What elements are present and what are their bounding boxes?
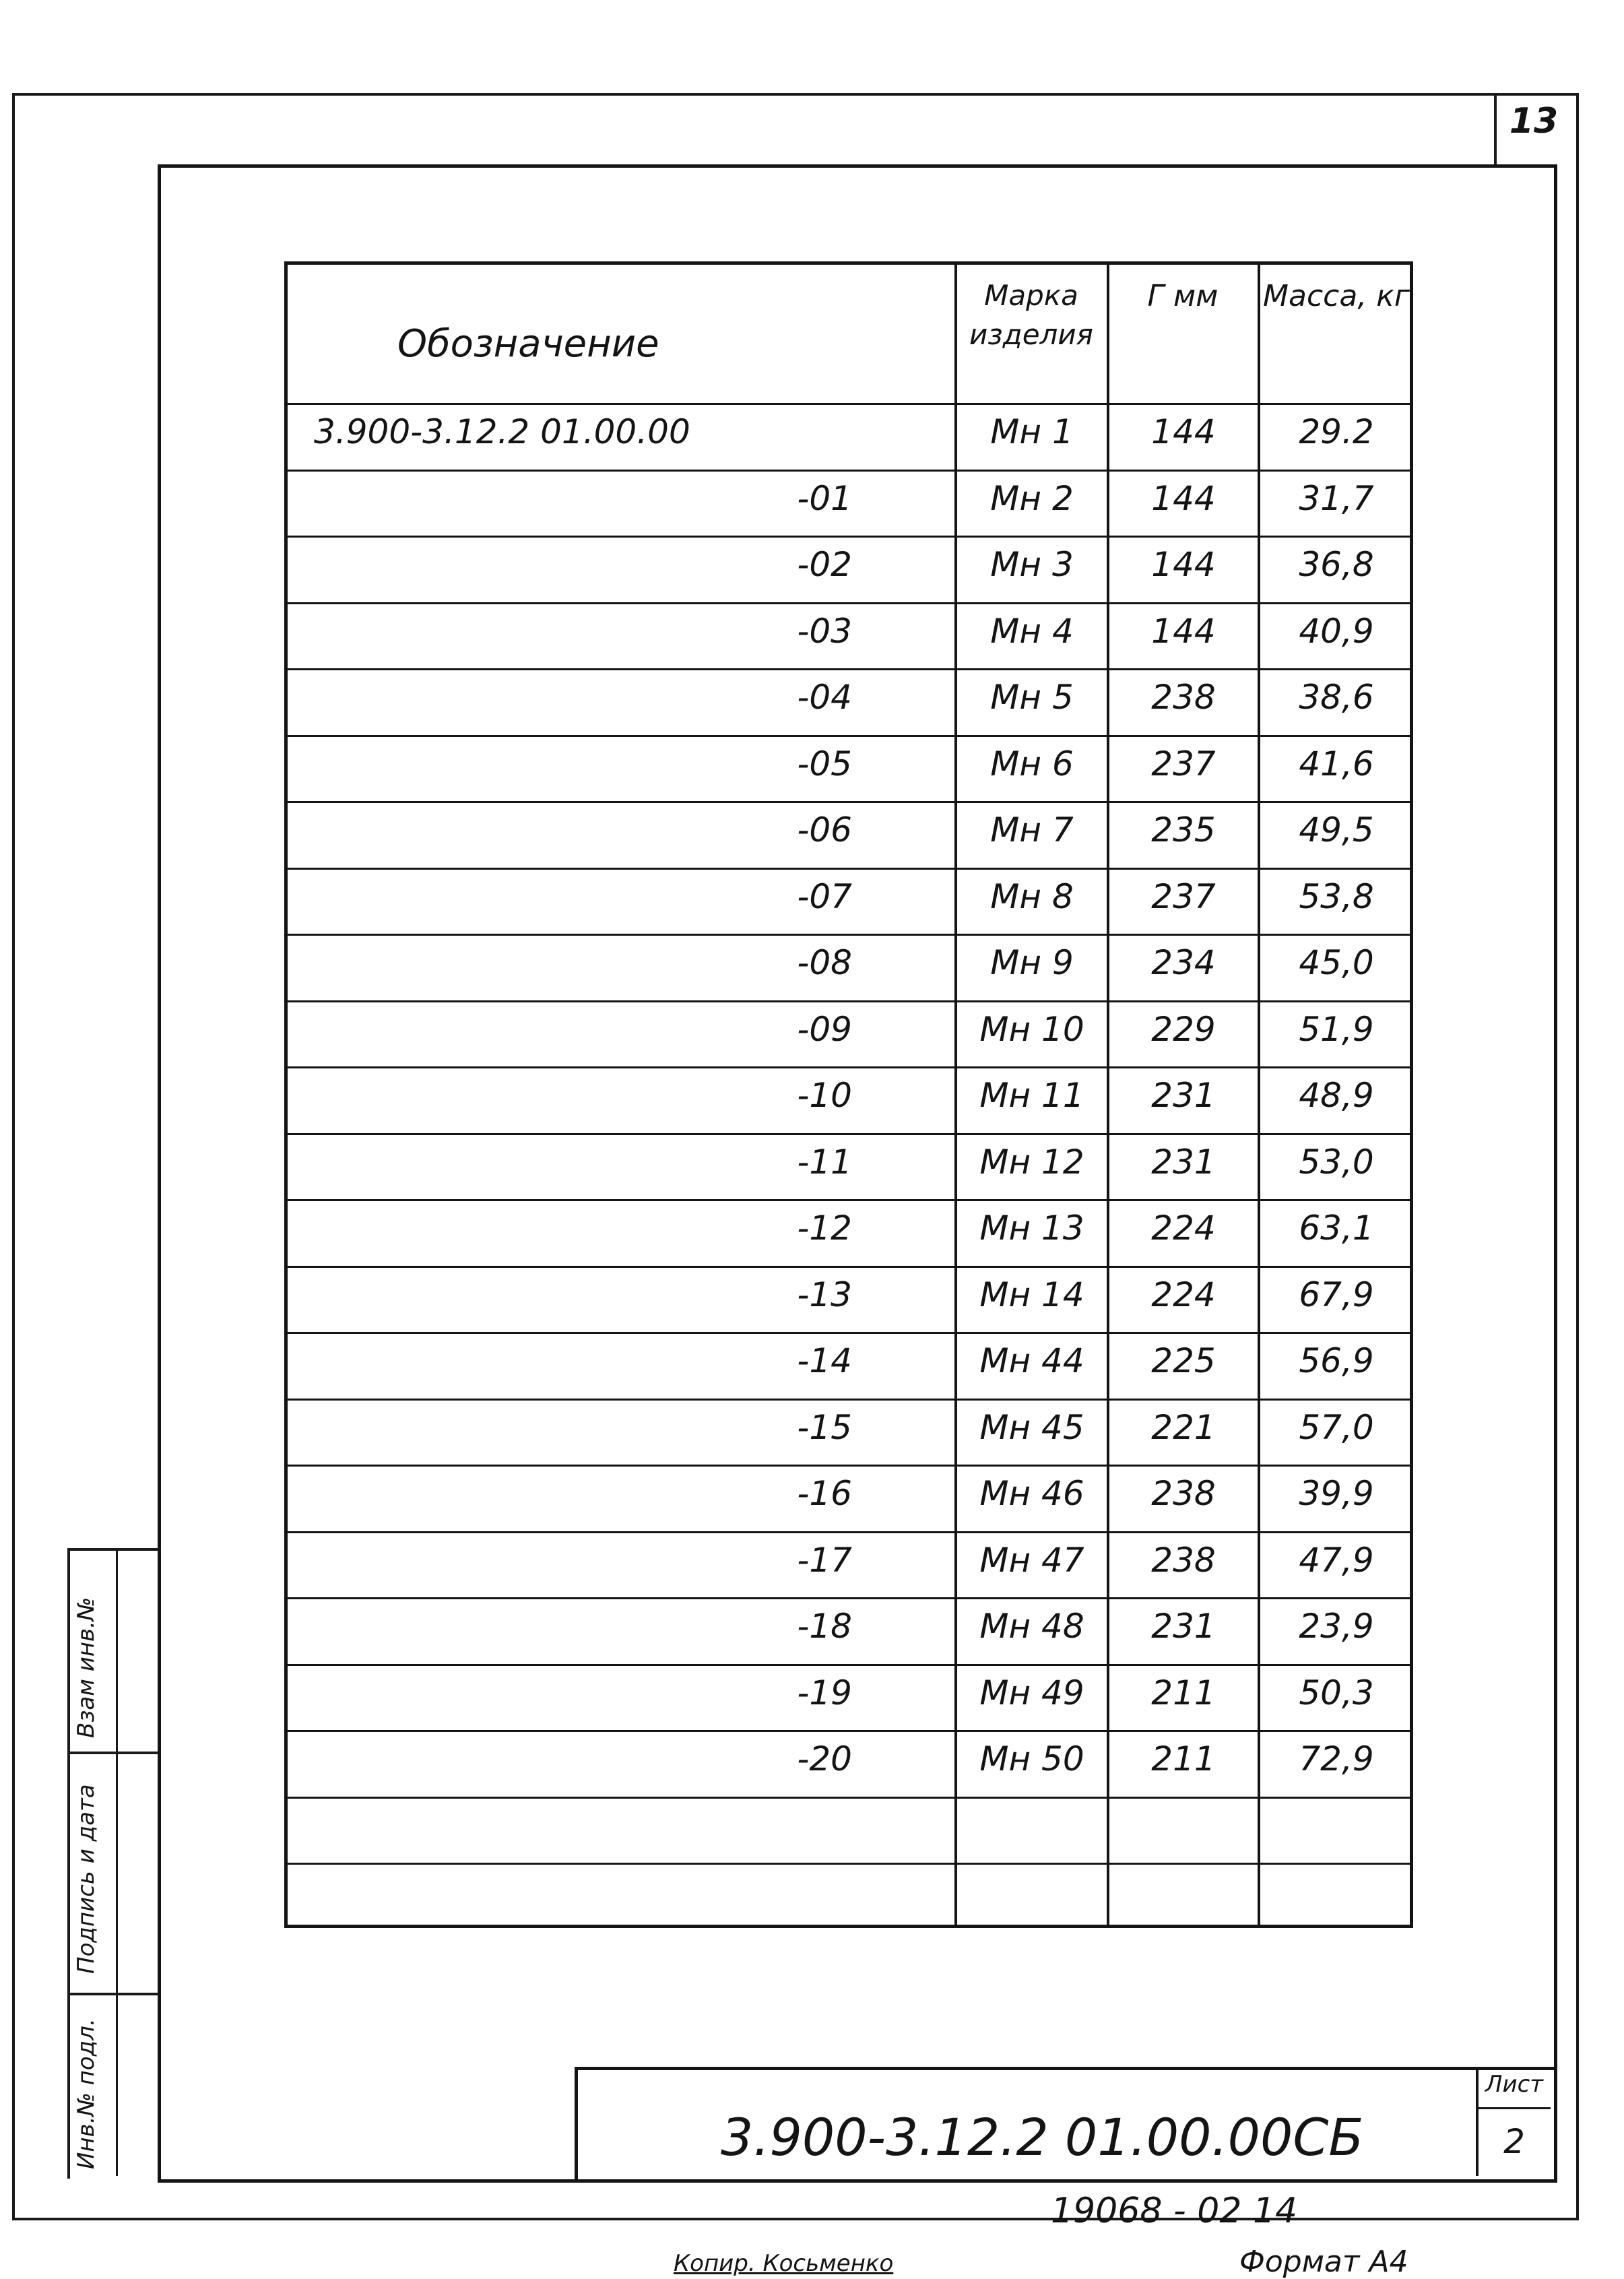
header-g-text: Г мм <box>1147 279 1219 313</box>
cell-mass: 51,9 <box>1299 1009 1374 1049</box>
row-divider <box>284 602 1413 604</box>
row-divider <box>284 735 1413 737</box>
cell-mark: Мн 11 <box>979 1076 1084 1115</box>
cell-g: 231 <box>1151 1607 1216 1646</box>
cell-g: 238 <box>1151 678 1216 717</box>
cell-g: 144 <box>1151 412 1216 451</box>
row-divider <box>284 1133 1413 1135</box>
cell-mass: 38,6 <box>1299 678 1374 717</box>
signature-date-label: Подпись и дата <box>73 1784 100 1974</box>
cell-mass: 53,0 <box>1299 1142 1374 1182</box>
header-mark <box>959 276 1103 354</box>
cell-mass: 50,3 <box>1299 1673 1374 1712</box>
header-mark-text: Марка изделия <box>969 279 1093 351</box>
row-divider <box>284 1000 1413 1002</box>
row-divider <box>284 1863 1413 1865</box>
cell-mass: 47,9 <box>1299 1540 1374 1580</box>
header-mass-text: Масса, кг <box>1263 279 1410 313</box>
row-divider <box>284 1797 1413 1799</box>
cell-designation: -09 <box>797 1009 852 1049</box>
row-divider <box>284 934 1413 936</box>
header-mass <box>1262 276 1410 317</box>
row-divider <box>284 1664 1413 1666</box>
cell-designation: -01 <box>797 478 852 518</box>
cell-mass: 67,9 <box>1299 1275 1374 1314</box>
order-number: 19068 - 02 14 <box>1051 2191 1298 2231</box>
row-divider <box>284 1465 1413 1467</box>
side-strip-column-divider <box>116 1548 118 2176</box>
cell-mark: Мн 6 <box>990 744 1074 783</box>
cell-g: 144 <box>1151 478 1216 518</box>
cell-g: 237 <box>1151 876 1216 916</box>
side-strip-divider <box>67 1993 158 1995</box>
cell-g: 238 <box>1151 1540 1216 1580</box>
column-divider <box>1258 261 1260 1928</box>
cell-mark: Мн 12 <box>979 1142 1084 1182</box>
cell-mass: 36,8 <box>1299 545 1374 584</box>
header-g <box>1111 276 1254 317</box>
cell-designation: -08 <box>797 943 852 982</box>
cell-g: 144 <box>1151 611 1216 651</box>
title-block-sheet-divider <box>1476 2107 1551 2109</box>
cell-designation: -10 <box>797 1076 852 1115</box>
cell-designation: -14 <box>797 1341 852 1380</box>
cell-mark: Мн 44 <box>979 1341 1084 1380</box>
cell-mark: Мн 10 <box>979 1009 1084 1049</box>
cell-g: 225 <box>1151 1341 1216 1380</box>
sheet-value: 2 <box>1503 2122 1525 2161</box>
cell-mark: Мн 3 <box>990 545 1074 584</box>
cell-mass: 29.2 <box>1299 412 1374 451</box>
cell-designation: -16 <box>797 1474 852 1513</box>
cell-designation: -19 <box>797 1673 852 1712</box>
document-code: 3.900-3.12.2 01.00.00СБ <box>721 2107 1364 2167</box>
cell-mark: Мн 8 <box>990 876 1074 916</box>
header-divider <box>284 403 1413 405</box>
cell-mass: 48,9 <box>1299 1076 1374 1115</box>
row-divider <box>284 668 1413 670</box>
cell-g: 144 <box>1151 545 1216 584</box>
row-divider <box>284 470 1413 472</box>
cell-g: 235 <box>1151 810 1216 849</box>
cell-mass: 40,9 <box>1299 611 1374 651</box>
row-divider <box>284 1066 1413 1068</box>
row-divider <box>284 868 1413 870</box>
cell-g: 211 <box>1151 1739 1216 1778</box>
cell-g: 237 <box>1151 744 1216 783</box>
cell-mass: 53,8 <box>1299 876 1374 916</box>
cell-g: 234 <box>1151 943 1216 982</box>
cell-mark: Мн 47 <box>979 1540 1084 1580</box>
row-divider <box>284 1730 1413 1732</box>
row-divider <box>284 1597 1413 1599</box>
cell-mark: Мн 50 <box>979 1739 1084 1778</box>
cell-mark: Мн 7 <box>990 810 1074 849</box>
cell-mass: 41,6 <box>1299 744 1374 783</box>
cell-designation: -06 <box>797 810 852 849</box>
cell-mass: 45,0 <box>1299 943 1374 982</box>
cell-mass: 72,9 <box>1299 1739 1374 1778</box>
cell-mark: Мн 1 <box>990 412 1074 451</box>
cell-mark: Мн 49 <box>979 1673 1084 1712</box>
cell-mass: 63,1 <box>1299 1209 1374 1248</box>
row-divider <box>284 1199 1413 1201</box>
sheet-number: 13 <box>1509 101 1559 141</box>
copied-by: Копир. Косьменко <box>674 2250 894 2277</box>
cell-mass: 39,9 <box>1299 1474 1374 1513</box>
cell-mass: 31,7 <box>1299 478 1374 518</box>
format-label: Формат А4 <box>1239 2245 1408 2279</box>
cell-mass: 57,0 <box>1299 1407 1374 1447</box>
cell-mass: 49,5 <box>1299 810 1374 849</box>
cell-mass: 23,9 <box>1299 1607 1374 1646</box>
row-divider <box>284 1266 1413 1268</box>
cell-designation: -07 <box>797 876 852 916</box>
side-strip-divider <box>67 1752 158 1754</box>
cell-designation: -05 <box>797 744 852 783</box>
header-designation: Обозначение <box>397 322 659 366</box>
cell-g: 224 <box>1151 1209 1216 1248</box>
cell-designation: -03 <box>797 611 852 651</box>
cell-g: 238 <box>1151 1474 1216 1513</box>
cell-designation: -02 <box>797 545 852 584</box>
cell-mark: Мн 46 <box>979 1474 1084 1513</box>
cell-designation: -13 <box>797 1275 852 1314</box>
cell-mark: Мн 5 <box>990 678 1074 717</box>
column-divider <box>1107 261 1109 1928</box>
cell-mass: 56,9 <box>1299 1341 1374 1380</box>
cell-designation: -15 <box>797 1407 852 1447</box>
cell-mark: Мн 2 <box>990 478 1074 518</box>
cell-designation: -18 <box>797 1607 852 1646</box>
cell-g: 229 <box>1151 1009 1216 1049</box>
column-divider <box>954 261 957 1928</box>
cell-designation: -20 <box>797 1739 852 1778</box>
sheet-label: Лист <box>1485 2071 1544 2098</box>
cell-mark: Мн 14 <box>979 1275 1084 1314</box>
cell-designation: 3.900-3.12.2 01.00.00 <box>314 412 690 451</box>
cell-g: 221 <box>1151 1407 1216 1447</box>
cell-designation: -04 <box>797 678 852 717</box>
cell-designation: -12 <box>797 1209 852 1248</box>
row-divider <box>284 1332 1413 1334</box>
cell-g: 231 <box>1151 1076 1216 1115</box>
inv-original-label: Инв.№ подл. <box>73 2018 100 2169</box>
replaced-inv-label: Взам инв.№ <box>73 1597 100 1738</box>
cell-designation: -11 <box>797 1142 852 1182</box>
cell-g: 231 <box>1151 1142 1216 1182</box>
cell-g: 224 <box>1151 1275 1216 1314</box>
row-divider <box>284 1531 1413 1533</box>
cell-g: 211 <box>1151 1673 1216 1712</box>
cell-mark: Мн 4 <box>990 611 1074 651</box>
row-divider <box>284 536 1413 538</box>
row-divider <box>284 801 1413 803</box>
cell-mark: Мн 9 <box>990 943 1074 982</box>
cell-mark: Мн 45 <box>979 1407 1084 1447</box>
row-divider <box>284 1399 1413 1401</box>
cell-mark: Мн 48 <box>979 1607 1084 1646</box>
cell-mark: Мн 13 <box>979 1209 1084 1248</box>
cell-designation: -17 <box>797 1540 852 1580</box>
